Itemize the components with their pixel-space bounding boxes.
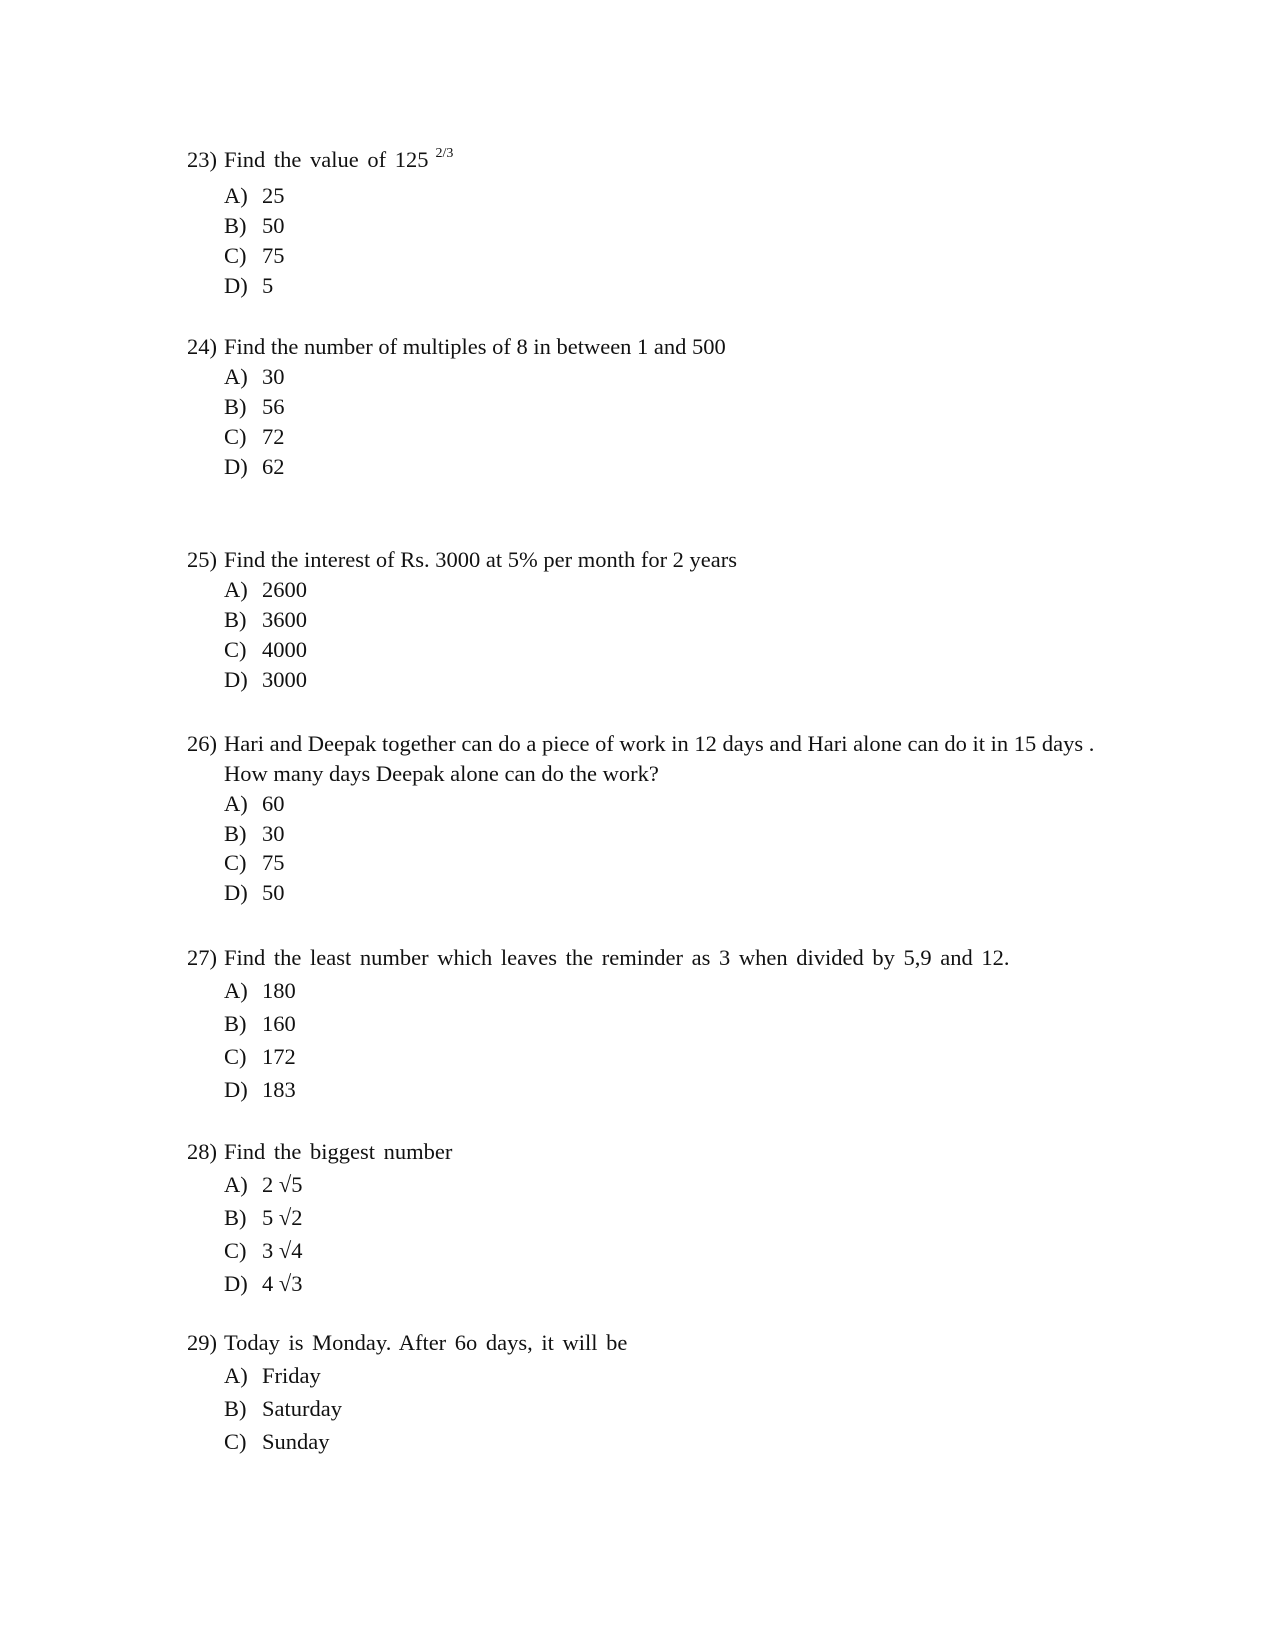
question-number: 26): [187, 731, 217, 756]
option-value: 60: [262, 791, 285, 816]
option-value: 4 √3: [262, 1271, 303, 1296]
option-letter: B): [224, 1011, 247, 1036]
option-letter: D): [224, 273, 248, 298]
question-text: Find the value of 125: [224, 147, 429, 172]
question-number: 25): [187, 547, 217, 572]
option-value: 180: [262, 978, 296, 1003]
question-number: 29): [187, 1330, 217, 1355]
option-value: Saturday: [262, 1396, 342, 1421]
option-value: 4000: [262, 637, 307, 662]
question-text: Find the number of multiples of 8 in between 1 and 500: [224, 334, 726, 359]
options-list: [187, 1359, 627, 1458]
option-value: 50: [262, 879, 285, 905]
option-value: 5 √2: [262, 1205, 303, 1230]
option-letter: C): [224, 1044, 247, 1069]
option-c[interactable]: [224, 635, 737, 665]
question-23-heading: [187, 143, 453, 181]
question-26-heading: [187, 729, 1094, 759]
option-value: 160: [262, 1011, 296, 1036]
option-value: 25: [262, 183, 285, 208]
options-list: [187, 362, 726, 482]
question-text-continued: How many days Deepak alone can do the work?: [224, 761, 659, 786]
option-b[interactable]: [224, 392, 726, 422]
option-d[interactable]: [224, 878, 1094, 908]
option-c[interactable]: [224, 1425, 627, 1458]
option-b[interactable]: [224, 819, 1094, 849]
option-value: 2600: [262, 577, 307, 602]
option-a[interactable]: [224, 789, 1094, 819]
option-value: 3 √4: [262, 1238, 303, 1263]
option-a[interactable]: [224, 575, 737, 605]
option-c[interactable]: [224, 241, 453, 271]
question-25-heading: [187, 545, 737, 575]
option-value: Sunday: [262, 1429, 330, 1454]
option-value: 62: [262, 454, 285, 479]
option-b[interactable]: [224, 211, 453, 241]
option-letter: D): [224, 1077, 248, 1102]
option-d[interactable]: [224, 1267, 452, 1300]
option-letter: A): [224, 1363, 248, 1388]
option-letter: A): [224, 364, 248, 389]
option-a[interactable]: [224, 1359, 627, 1392]
option-letter: C): [224, 850, 247, 875]
option-c[interactable]: [224, 422, 726, 452]
option-value: 50: [262, 213, 285, 238]
option-value: 30: [262, 820, 285, 846]
question-23: [187, 143, 453, 301]
exponent: 2/3: [435, 146, 454, 161]
option-letter: D): [224, 1271, 248, 1296]
option-value: 3600: [262, 607, 307, 632]
option-value: 5: [262, 273, 274, 298]
option-c[interactable]: [224, 1234, 452, 1267]
option-letter: C): [224, 243, 247, 268]
option-letter: A): [224, 183, 248, 208]
option-letter: B): [224, 820, 247, 846]
question-text: Hari and Deepak together can do a piece of work in 12 days and Hari alone can do it in 15 days .: [224, 731, 1095, 756]
option-value: 30: [262, 364, 285, 389]
option-a[interactable]: [224, 362, 726, 392]
question-number: 27): [187, 945, 217, 970]
option-letter: A): [224, 1172, 248, 1197]
question-number: 28): [187, 1139, 217, 1164]
question-28-heading: [187, 1135, 452, 1168]
option-b[interactable]: [224, 1007, 1009, 1040]
question-text: Today is Monday. After 6o days, it will be: [224, 1330, 628, 1355]
option-c[interactable]: [224, 848, 1094, 878]
option-letter: B): [224, 394, 247, 419]
option-a[interactable]: [224, 1168, 452, 1201]
question-number: 23): [187, 147, 217, 172]
question-24-heading: [187, 332, 726, 362]
option-value: 56: [262, 394, 285, 419]
option-value: 75: [262, 243, 285, 268]
option-value: 72: [262, 424, 285, 449]
option-letter: D): [224, 667, 248, 692]
question-29: [187, 1326, 627, 1458]
options-list: [187, 181, 453, 301]
option-letter: B): [224, 1396, 247, 1421]
option-letter: C): [224, 1238, 247, 1263]
options-list: [187, 974, 1009, 1106]
option-b[interactable]: [224, 1392, 627, 1425]
option-d[interactable]: [224, 665, 737, 695]
question-text: Find the interest of Rs. 3000 at 5% per month for 2 years: [224, 547, 738, 572]
option-value: 2 √5: [262, 1172, 303, 1197]
option-d[interactable]: [224, 271, 453, 301]
option-letter: B): [224, 213, 247, 238]
options-list: [187, 575, 737, 695]
question-25: [187, 545, 737, 695]
option-letter: D): [224, 454, 248, 479]
option-a[interactable]: [224, 974, 1009, 1007]
option-letter: B): [224, 1205, 247, 1230]
question-text: Find the least number which leaves the reminder as 3 when divided by 5,9 and 12.: [224, 945, 1010, 970]
option-a[interactable]: [224, 181, 453, 211]
option-value: 3000: [262, 667, 307, 692]
option-letter: A): [224, 791, 248, 816]
option-letter: A): [224, 978, 248, 1003]
option-b[interactable]: [224, 1201, 452, 1234]
question-24: [187, 332, 726, 482]
option-letter: A): [224, 577, 248, 602]
option-letter: C): [224, 1429, 247, 1454]
option-letter: D): [224, 879, 248, 905]
question-27-heading: [187, 941, 1009, 974]
option-value: 75: [262, 850, 285, 875]
question-28: [187, 1135, 452, 1300]
options-list: [187, 1168, 452, 1300]
option-value: 183: [262, 1077, 296, 1102]
option-letter: C): [224, 424, 247, 449]
options-list: [187, 789, 1094, 907]
question-27: [187, 941, 1009, 1106]
option-letter: C): [224, 637, 247, 662]
question-29-heading: [187, 1326, 627, 1359]
option-d[interactable]: [224, 1073, 1009, 1106]
option-b[interactable]: [224, 605, 737, 635]
option-d[interactable]: [224, 452, 726, 482]
option-value: Friday: [262, 1363, 321, 1388]
question-number: 24): [187, 334, 217, 359]
option-c[interactable]: [224, 1040, 1009, 1073]
question-text: Find the biggest number: [224, 1139, 453, 1164]
option-letter: B): [224, 607, 247, 632]
option-value: 172: [262, 1044, 296, 1069]
question-26: [187, 729, 1094, 907]
